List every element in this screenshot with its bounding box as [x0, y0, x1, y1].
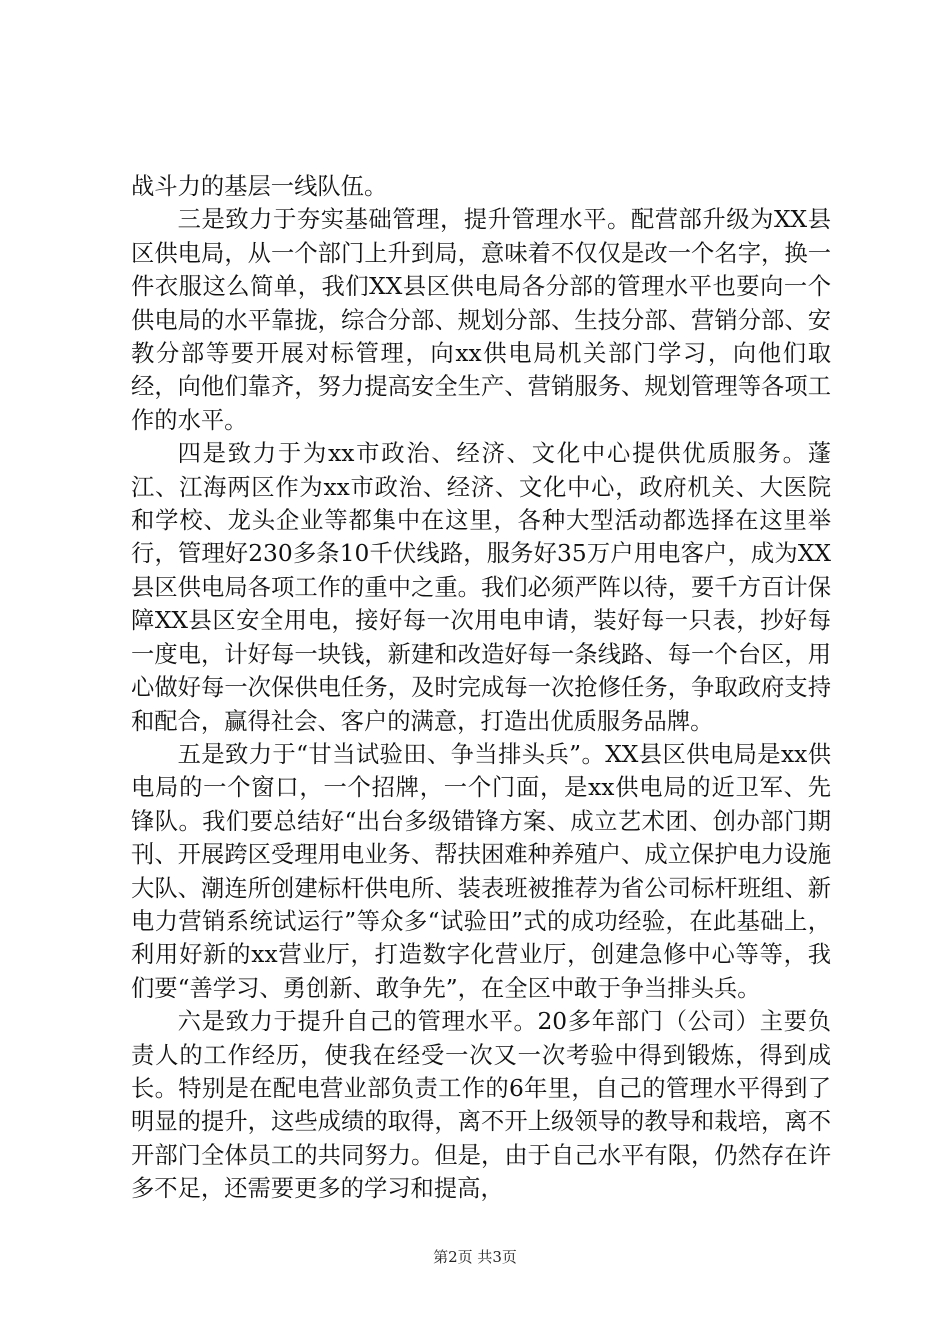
paragraph-basic-management: 三是致力于夯实基础管理，提升管理水平。配营部升级为XX县区供电局，从一个部门上升到局，意味着不仅仅是改一个名字，换一件衣服这么简单，我们XX县区供电局各分部的管理水平也要向一个供电局的水平靠拢，综合分部、规划分部、生技分部、营销分部、安教分部等要开展对标管理，向xx供电局机关部门学习，向他们取经，向他们靠齐，努力提高安全生产、营销服务、规划管理等各项工作的水平。	[131, 206, 831, 434]
paragraph-quality-service: 四是致力于为xx市政治、经济、文化中心提供优质服务。蓬江、江海两区作为xx市政治、经济、文化中心，政府机关、大医院和学校、龙头企业等都集中在这里，各种大型活动都选择在这里举行，管理好230多条10千伏线路，服务好35万户用电客户，成为XX县区供电局各项工作的重中之重。我们必须严阵以待，要千方百计保障XX县区安全用电，接好每一次用电申请，装好每一只表，抄好每一度电，计好每一块钱，新建和改造好每一条线路、每一个台区，用心做好每一次保供电任务，及时完成每一次抢修任务，争取政府支持和配合，赢得社会、客户的满意，打造出优质服务品牌。	[131, 440, 831, 735]
paragraph-pilot-field: 五是致力于“甘当试验田、争当排头兵”。XX县区供电局是xx供电局的一个窗口，一个招牌，一个门面，是xx供电局的近卫军、先锋队。我们要总结好“出台多级错锋方案、成立艺术团、创办部门期刊、开展跨区受理用电业务、帮扶困难种养殖户、成立保护电力设施大队、潮连所创建标杆供电所、装表班被推荐为省公司标杆班组、新电力营销系统试运行”等众多“试验田”式的成功经验，在此基础上，利用好新的xx营业厅，打造数字化营业厅，创建急修中心等等，我们要“善学习、勇创新、敢争先”，在全区中敢于争当排头兵。	[131, 740, 831, 1002]
page-number-footer: 第2页 共3页	[433, 1248, 517, 1266]
body-text	[131, 170, 831, 1206]
paragraph-continuation: 战斗力的基层一线队伍。	[131, 173, 388, 200]
paragraph-self-improvement: 六是致力于提升自己的管理水平。20多年部门（公司）主要负责人的工作经历，使我在经受一次又一次考验中得到锻炼，得到成长。特别是在配电营业部负责工作的6年里，自己的管理水平得到了明显的提升，这些成绩的取得，离不开上级领导的教导和栽培，离不开部门全体员工的共同努力。但是，由于自己水平有限，仍然存在许多不足，还需要更多的学习和提高，	[131, 1008, 831, 1203]
